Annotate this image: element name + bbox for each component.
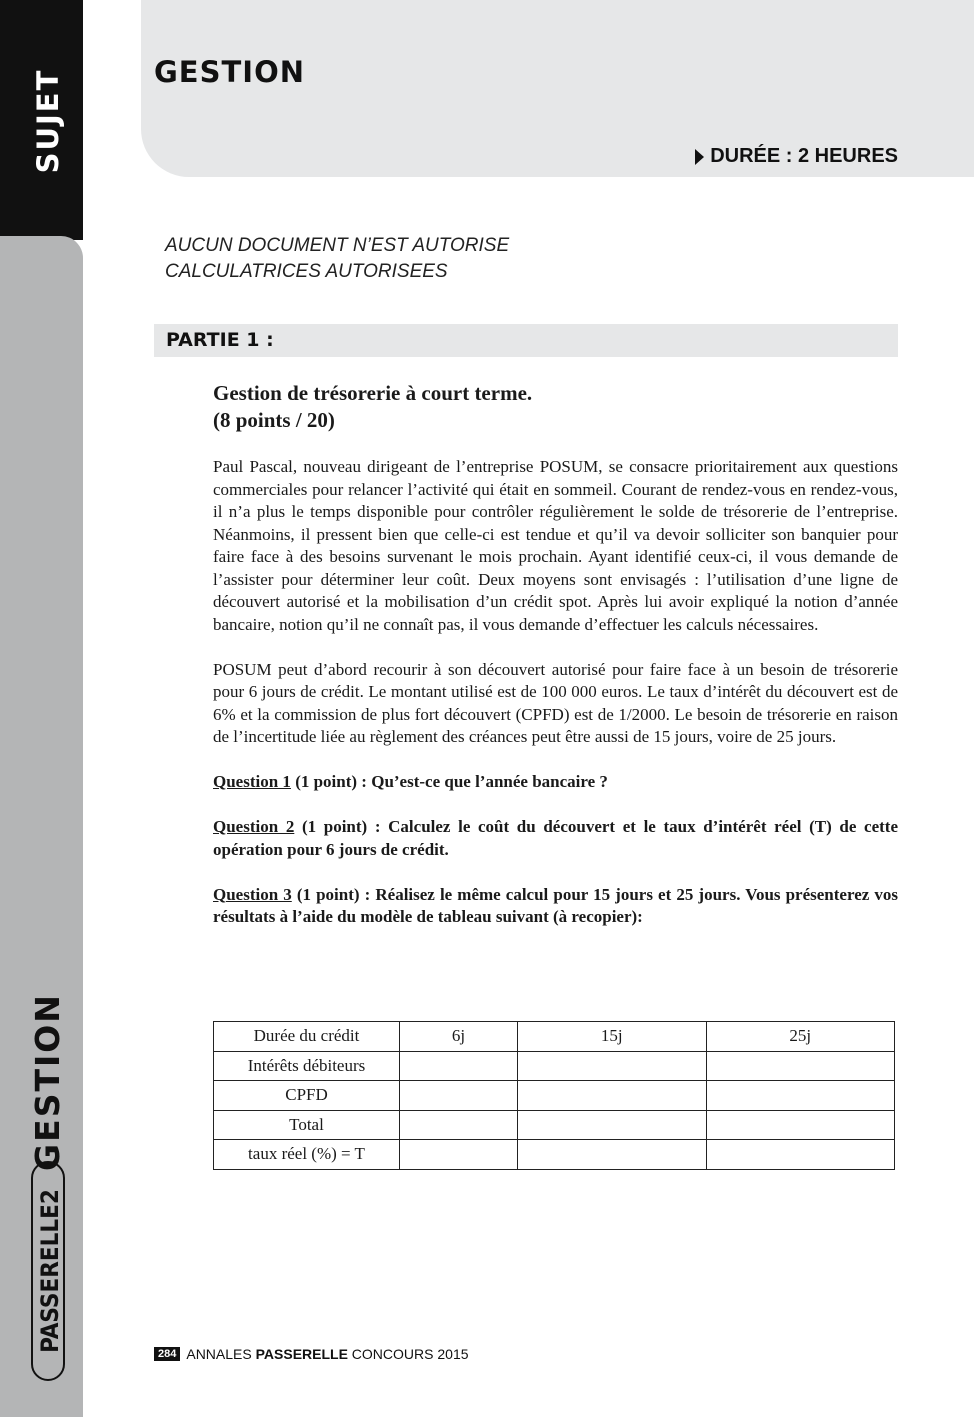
sidebar-sujet-label: SUJET	[31, 68, 65, 174]
question-3-label: Question 3	[213, 884, 292, 904]
passerelle-logo: PASSERELLE2	[31, 1161, 65, 1381]
results-table	[213, 1021, 895, 1170]
page-title: GESTION	[154, 55, 305, 89]
table-cell	[518, 1051, 706, 1081]
table-row-label: Intérêts débiteurs	[214, 1051, 400, 1081]
exam-notice	[165, 233, 509, 285]
table-row-label: CPFD	[214, 1081, 400, 1111]
table-cell	[400, 1140, 518, 1170]
question-2-label: Question 2	[213, 817, 295, 836]
duration-label: DURÉE : 2 HEURES	[710, 145, 898, 167]
table-cell	[400, 1051, 518, 1081]
table-row-label: Total	[214, 1110, 400, 1140]
table-header-cell: 15j	[518, 1022, 706, 1052]
table-cell	[400, 1110, 518, 1140]
table-cell	[706, 1081, 895, 1111]
footer-passerelle: PASSERELLE	[255, 1346, 348, 1362]
triangle-right-icon	[695, 149, 704, 165]
page-footer	[154, 1346, 469, 1362]
question-2	[213, 816, 898, 861]
table-cell	[518, 1110, 706, 1140]
table-cell	[706, 1140, 895, 1170]
footer-annales: ANNALES	[186, 1346, 256, 1362]
table-header-cell: 25j	[706, 1022, 895, 1052]
table-row-label: taux réel (%) = T	[214, 1140, 400, 1170]
page-number: 284	[154, 1347, 180, 1361]
table-cell	[400, 1081, 518, 1111]
table-row	[214, 1081, 895, 1111]
partie-band	[154, 324, 898, 357]
table-row	[214, 1051, 895, 1081]
partie-title: PARTIE 1 :	[166, 329, 274, 351]
footer-concours: CONCOURS 2015	[347, 1346, 469, 1362]
section-heading: Gestion de trésorerie à court terme.	[213, 381, 533, 405]
question-1-label: Question 1	[213, 772, 291, 791]
table-header-row	[214, 1022, 895, 1052]
paragraph-2: POSUM peut d’abord recourir à son découvert autorisé pour faire face à un besoin de trésorerie pour 6 jours de crédit. Le montant utilisé est de 100 000 euros. Le taux d’intérêt du découvert est de 6% et la commission de plus fort découvert (CPFD) est de 1/2000. Le besoin de trésorerie en raison de l’incertitude liée au règlement des créances peut être aussi de 15 jours, voire de 25 jours.	[213, 659, 898, 746]
question-1-text: (1 point) : Qu’est-ce que l’année bancaire ?	[290, 772, 608, 791]
sidebar-gestion-label: GESTION	[28, 993, 67, 1171]
notice-line-2: CALCULATRICES AUTORISEES	[165, 261, 448, 282]
duration	[695, 145, 898, 168]
question-2-text: (1 point) : Calculez le coût du découvert et le taux d’intérêt réel (T) de cette opération pour 6 jours de crédit.	[213, 817, 898, 859]
table-cell	[518, 1140, 706, 1170]
paragraph-1: Paul Pascal, nouveau dirigeant de l’entreprise POSUM, se consacre prioritairement aux questions commerciales pour relancer l’activité qui était en sommeil. Courant de rendez-vous en rendez-vous, il n’a plus le temps disponible pour contrôler régulièrement le solde de trésorerie de l’entreprise. Néanmoins, il pressent bien que celle-ci est tendue et qu’il va devoir solliciter son banquier pour faire face à des besoins survenant le mois prochain. Ayant identifié ceux-ci, il vous demande de l’assister pour déterminer leur coût. Deux moyens sont envisagés : l’utilisation d’une ligne de découvert autorisé et la mobilisation d’un crédit spot. Après lui avoir expliqué la notion d’année bancaire, notion qu’il ne connaît pas, il vous demande d’effectuer les calculs nécessaires.	[213, 457, 898, 634]
table-header-cell: 6j	[400, 1022, 518, 1052]
question-1	[213, 771, 898, 794]
table-row	[214, 1140, 895, 1170]
table-row	[214, 1110, 895, 1140]
section-points: (8 points / 20)	[213, 408, 335, 432]
notice-line-1: AUCUN DOCUMENT N’EST AUTORISE	[165, 235, 510, 256]
question-3	[213, 884, 898, 929]
table-cell	[706, 1110, 895, 1140]
table-cell	[518, 1081, 706, 1111]
question-3-text: (1 point) : Réalisez le même calcul pour 15 jours et 25 jours. Vous présenterez vos résultats à l’aide du modèle de tableau suivant (à recopier):	[213, 884, 898, 926]
table-header-cell: Durée du crédit	[214, 1022, 400, 1052]
section-content	[213, 380, 898, 929]
table-cell	[706, 1051, 895, 1081]
